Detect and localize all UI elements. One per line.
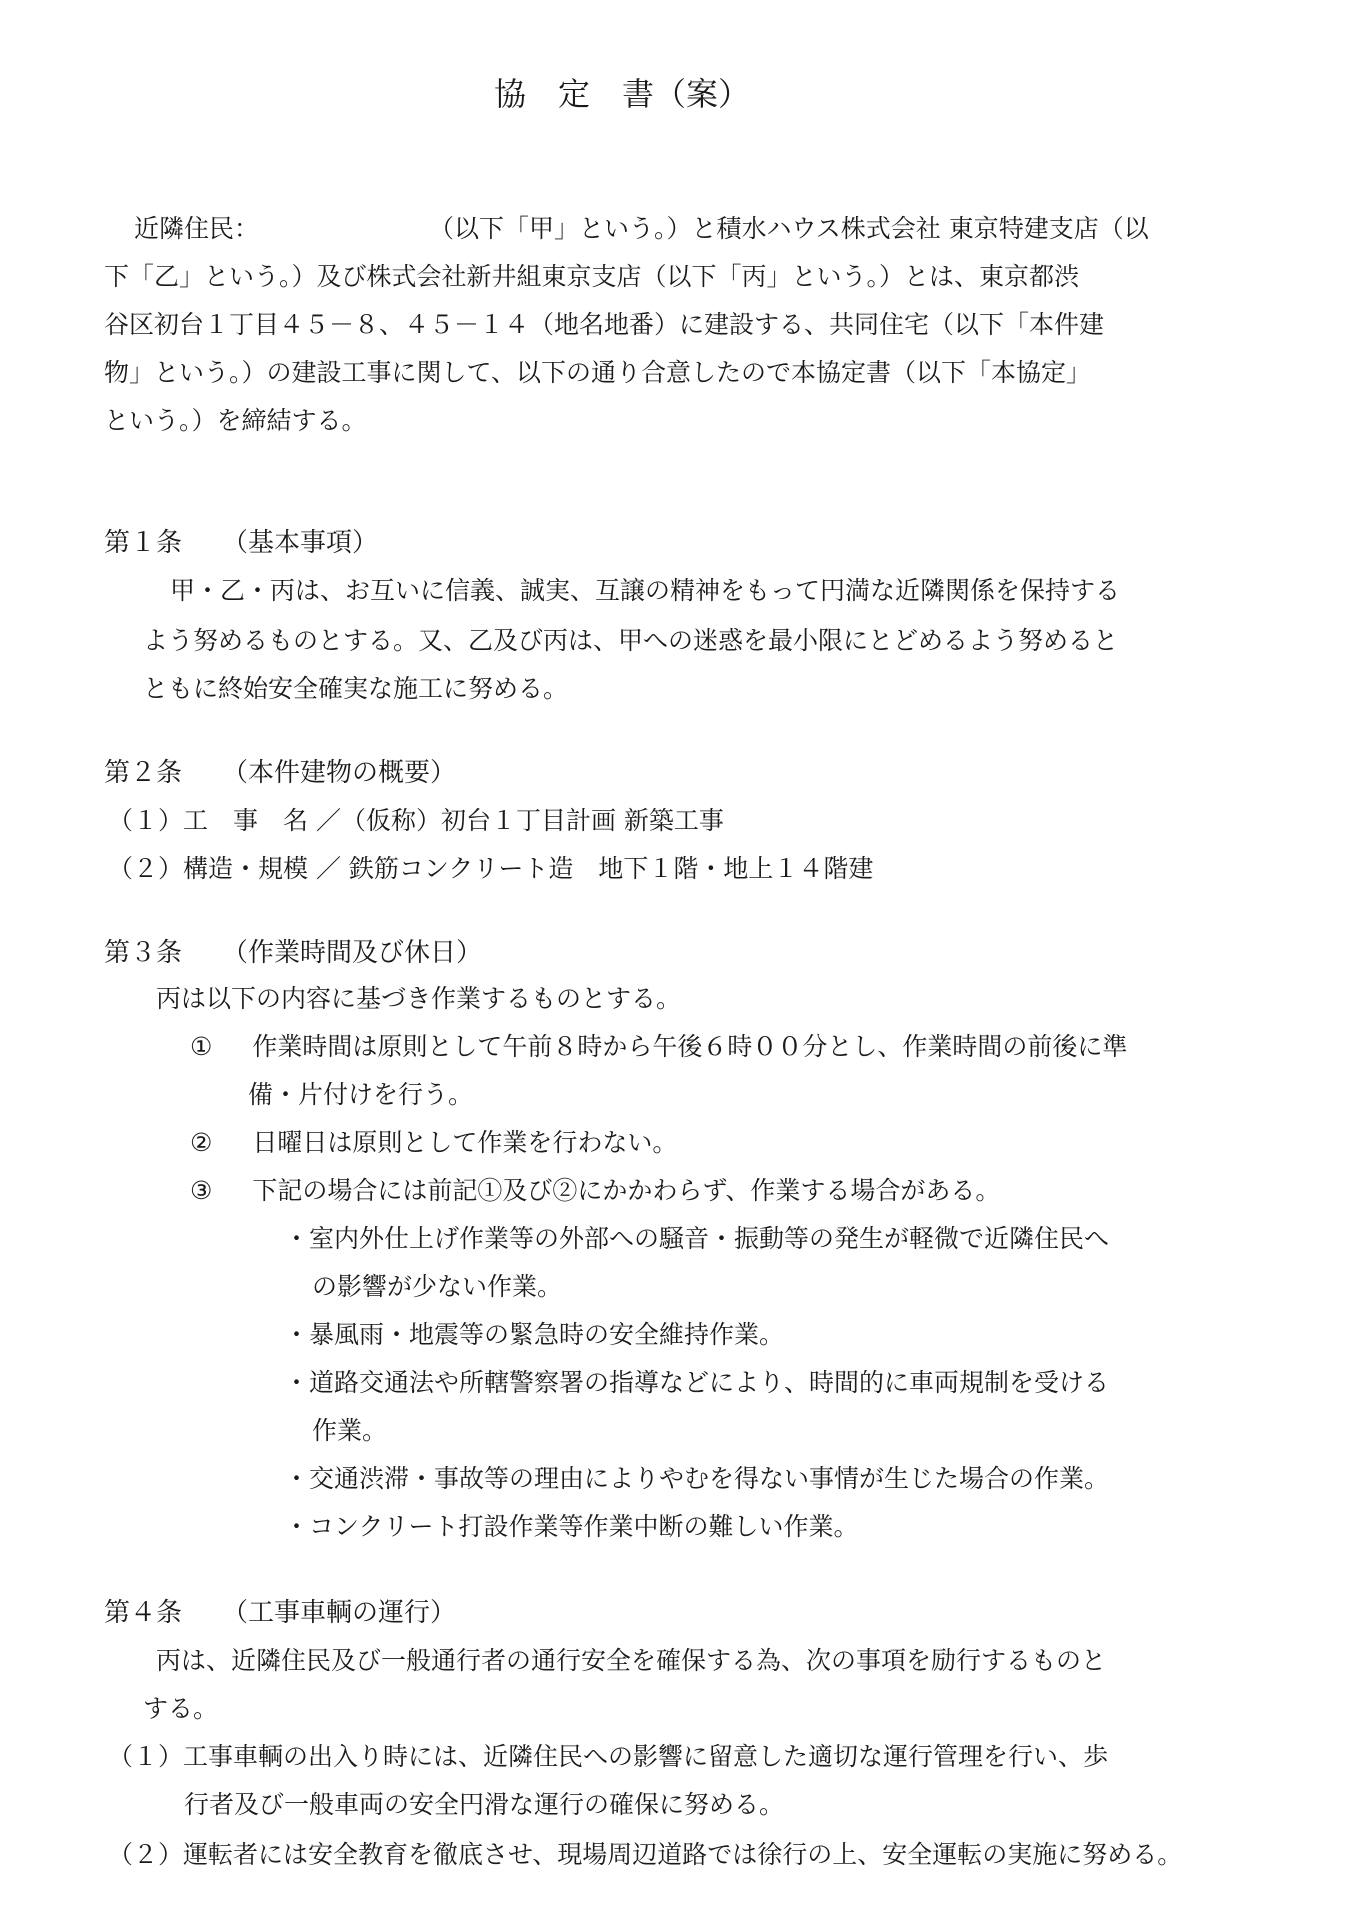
article-3-item-2: ② 日曜日は原則として作業を行わない。 bbox=[190, 1128, 678, 1157]
preamble-line-1: 近隣住民： （以下「甲」という。）と積水ハウス株式会社 東京特建支店（以 bbox=[134, 214, 1149, 243]
article-4-intro-line-1: 丙は、近隣住民及び一般通行者の通行安全を確保する為、次の事項を励行するものと bbox=[156, 1646, 1107, 1675]
neighbor-label: 近隣住民： bbox=[134, 214, 260, 243]
article-3-heading: 第３条 （作業時間及び休日） bbox=[104, 938, 483, 968]
article-4-item-1-line-1: （１）工事車輌の出入り時には、近隣住民への影響に留意した適切な運行管理を行い、歩 bbox=[108, 1742, 1109, 1771]
article-4-item-1-line-2: 行者及び一般車両の安全円滑な運行の確保に努める。 bbox=[184, 1790, 785, 1819]
article-3-bullet-1-line-2: の影響が少ない作業。 bbox=[312, 1272, 563, 1301]
article-3-item-1-line-1: ① 作業時間は原則として午前８時から午後６時００分とし、作業時間の前後に準 bbox=[190, 1032, 1128, 1061]
article-3-bullet-3-line-2: 作業。 bbox=[312, 1416, 388, 1445]
preamble-line-2: 下「乙」という。）及び株式会社新井組東京支店（以下「丙」という。）とは、東京都渋 bbox=[104, 262, 1080, 291]
article-1-line-2: よう努めるものとする。又、乙及び丙は、甲への迷惑を最小限にとどめるよう努めると bbox=[143, 626, 1119, 655]
preamble-line-5: という。）を締結する。 bbox=[104, 406, 367, 435]
article-4-heading: 第４条 （工事車輌の運行） bbox=[104, 1598, 457, 1628]
title-main: 協 定 書 bbox=[494, 75, 655, 113]
article-2-item-1: （１）工 事 名 ／（仮称）初台１丁目計画 新築工事 bbox=[108, 806, 724, 835]
article-4-intro-line-2: する。 bbox=[143, 1694, 219, 1723]
article-3-item-1-line-2: 備・片付けを行う。 bbox=[248, 1080, 474, 1109]
article-3-bullet-1-line-1: ・室内外仕上げ作業等の外部への騒音・振動等の発生が軽微で近隣住民へ bbox=[284, 1224, 1110, 1253]
article-1-line-3: ともに終始安全確実な施工に努める。 bbox=[143, 674, 569, 703]
article-3-intro: 丙は以下の内容に基づき作業するものとする。 bbox=[156, 984, 682, 1013]
article-1-heading: 第１条 （基本事項） bbox=[104, 528, 379, 558]
article-1-line-1: 甲・乙・丙は、お互いに信義、誠実、互譲の精神をもって円満な近隣関係を保持する bbox=[170, 576, 1121, 605]
article-2-heading: 第２条 （本件建物の概要） bbox=[104, 758, 457, 788]
article-3-bullet-3-line-1: ・道路交通法や所轄警察署の指導などにより、時間的に車両規制を受ける bbox=[284, 1368, 1110, 1397]
title-suffix: （案） bbox=[654, 75, 751, 113]
preamble-line-4: 物」という。）の建設工事に関して、以下の通り合意したので本協定書（以下「本協定」 bbox=[104, 358, 1092, 387]
article-3-bullet-5: ・コンクリート打設作業等作業中断の難しい作業。 bbox=[284, 1512, 859, 1541]
article-3-bullet-4: ・交通渋滞・事故等の理由によりやむを得ない事情が生じた場合の作業。 bbox=[284, 1464, 1110, 1493]
preamble-line-3: 谷区初台１丁目４５－８、４５－１４（地名地番）に建設する、共同住宅（以下「本件建 bbox=[104, 310, 1105, 339]
document-title bbox=[494, 75, 751, 113]
article-3-bullet-2: ・暴風雨・地震等の緊急時の安全維持作業。 bbox=[284, 1320, 785, 1349]
article-2-item-2: （２）構造・規模 ／ 鉄筋コンクリート造 地下１階・地上１４階建 bbox=[108, 854, 874, 883]
article-3-item-3: ③ 下記の場合には前記①及び②にかかわらず、作業する場合がある。 bbox=[190, 1176, 1001, 1205]
article-4-item-2: （２）運転者には安全教育を徹底させ、現場周辺道路では徐行の上、安全運転の実施に努める。 bbox=[108, 1840, 1183, 1869]
